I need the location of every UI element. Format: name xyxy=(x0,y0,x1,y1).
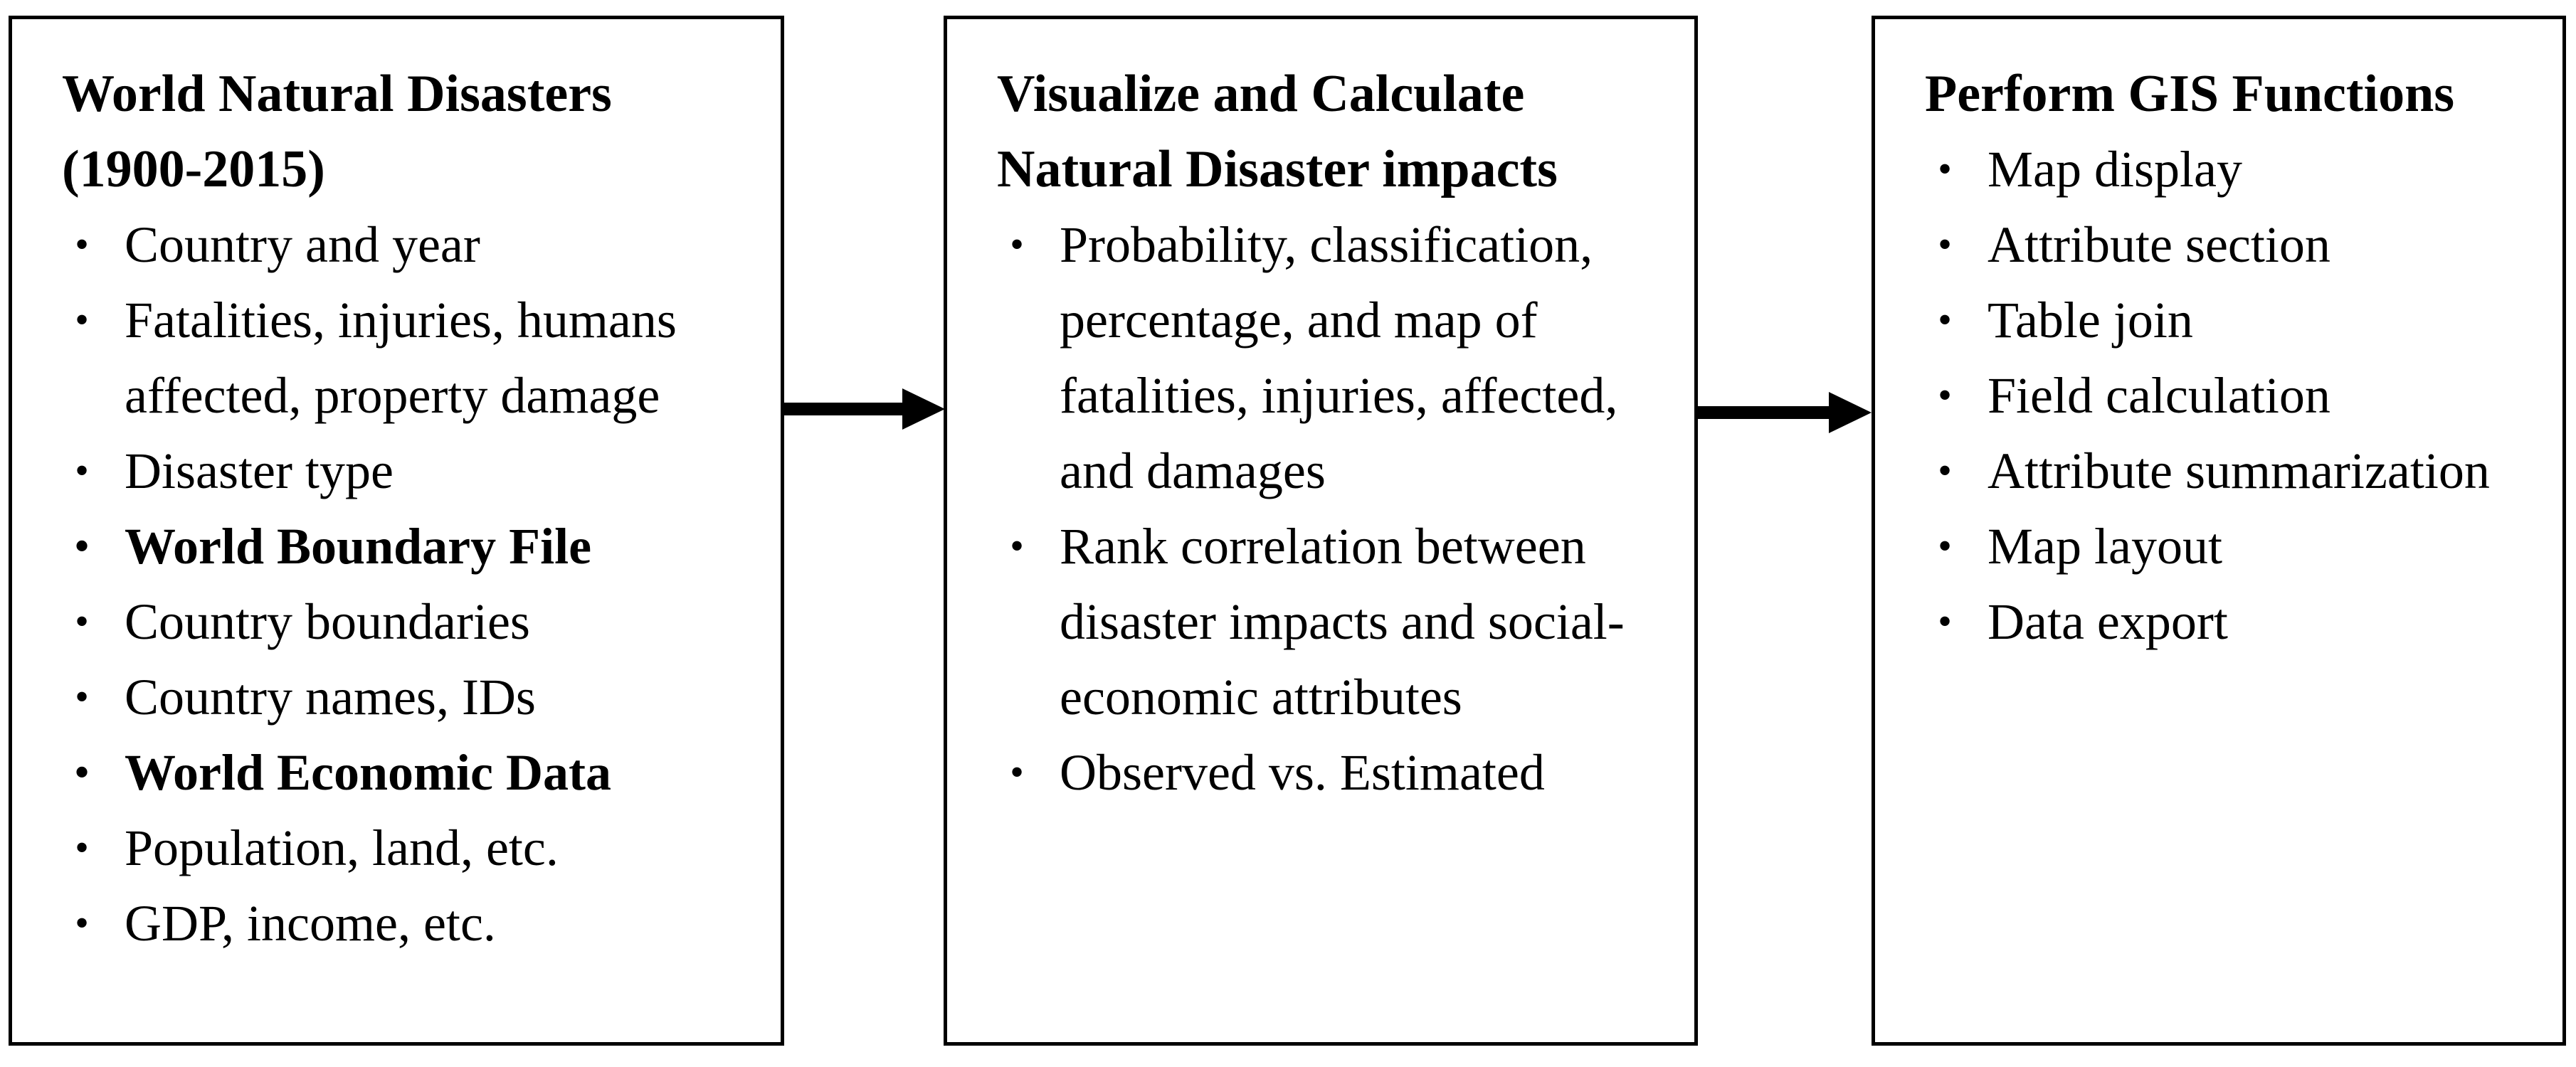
impact-calculation-list xyxy=(997,207,1666,810)
list-item xyxy=(1925,433,2534,509)
bullet-icon: • xyxy=(75,223,89,267)
bullet-icon: • xyxy=(1938,373,1952,418)
list-item-text: World Boundary File xyxy=(125,518,592,575)
bullet-icon: • xyxy=(75,600,89,644)
disaster-data-title: World Natural Disasters (1900-2015) xyxy=(62,65,612,198)
impact-calculation-title: Visualize and Calculate Natural Disaster impacts xyxy=(997,65,1558,198)
list-item-text: Rank correlation between disaster impacts and social-economic attributes xyxy=(1060,518,1625,726)
arrow-head xyxy=(1829,392,1872,433)
list-item-text: Population, land, etc. xyxy=(125,819,559,876)
bullet-icon: • xyxy=(1010,524,1024,568)
bullet-icon: • xyxy=(75,298,89,342)
list-item xyxy=(997,509,1666,735)
bullet-icon: • xyxy=(1938,298,1952,342)
list-item xyxy=(1925,132,2534,207)
list-item xyxy=(1925,358,2534,433)
list-item xyxy=(997,207,1666,509)
arrow-head xyxy=(902,388,945,430)
list-item xyxy=(997,735,1666,810)
list-item xyxy=(1925,282,2534,358)
list-item-text: Data export xyxy=(1988,593,2228,650)
list-item-heading xyxy=(62,509,752,584)
list-item-text: Country and year xyxy=(125,216,480,273)
list-item xyxy=(62,433,752,509)
list-item-text: Attribute summarization xyxy=(1988,442,2490,499)
list-item xyxy=(1925,207,2534,282)
list-item-text: GDP, income, etc. xyxy=(125,895,496,952)
bullet-icon: • xyxy=(1010,223,1024,267)
list-item-text: Country boundaries xyxy=(125,593,530,650)
bullet-icon: • xyxy=(1938,147,1952,191)
bullet-icon: • xyxy=(1938,223,1952,267)
bullet-icon: • xyxy=(75,675,89,719)
list-item xyxy=(62,282,752,433)
list-item-text: Map layout xyxy=(1988,518,2222,575)
bullet-icon: • xyxy=(1010,750,1024,795)
disaster-data-list xyxy=(62,207,752,961)
list-item-text: Table join xyxy=(1988,292,2193,349)
list-item-text: Attribute section xyxy=(1988,216,2330,273)
list-item-text: Country names, IDs xyxy=(125,669,536,726)
list-item-text: Disaster type xyxy=(125,442,394,499)
list-item xyxy=(62,584,752,659)
list-item xyxy=(1925,509,2534,584)
gis-functions-box xyxy=(1872,16,2566,1046)
list-item-heading xyxy=(62,735,752,810)
list-item xyxy=(62,886,752,961)
list-item-text: Probability, classification, percentage, and map of fatalities, injuries, affected, and damages xyxy=(1060,216,1618,499)
bullet-icon: • xyxy=(75,901,89,945)
list-item-text: Field calculation xyxy=(1988,367,2330,424)
right-arrow-icon xyxy=(1696,388,1872,437)
bullet-icon: • xyxy=(75,524,89,568)
list-item xyxy=(62,207,752,282)
list-item xyxy=(62,810,752,886)
list-item-text: Fatalities, injuries, humans affected, property damage xyxy=(125,292,677,424)
right-arrow-icon xyxy=(783,384,945,434)
list-item-text: Observed vs. Estimated xyxy=(1060,744,1545,801)
disaster-data-box xyxy=(9,16,784,1046)
bullet-icon: • xyxy=(75,826,89,870)
bullet-icon: • xyxy=(75,449,89,493)
bullet-icon: • xyxy=(75,750,89,795)
list-item xyxy=(1925,584,2534,659)
bullet-icon: • xyxy=(1938,524,1952,568)
list-item-text: World Economic Data xyxy=(125,744,611,801)
bullet-icon: • xyxy=(1938,449,1952,493)
bullet-icon: • xyxy=(1938,600,1952,644)
list-item-text: Map display xyxy=(1988,141,2242,198)
gis-functions-title: Perform GIS Functions xyxy=(1925,65,2455,123)
gis-functions-list xyxy=(1925,132,2534,659)
arrow-shaft xyxy=(1696,406,1832,419)
arrow-shaft xyxy=(783,403,904,415)
impact-calculation-box xyxy=(944,16,1698,1046)
list-item xyxy=(62,659,752,735)
